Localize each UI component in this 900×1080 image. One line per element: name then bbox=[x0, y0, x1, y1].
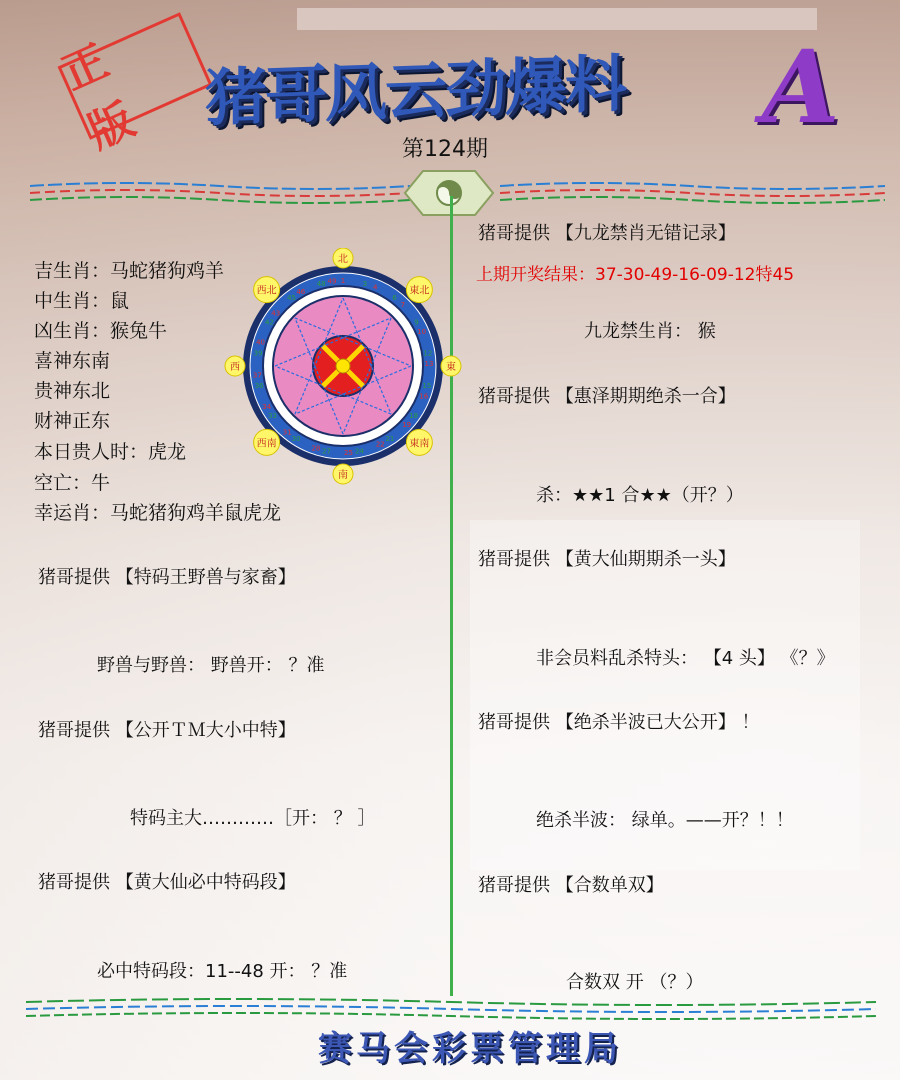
compass-direction-label: 西北 bbox=[256, 285, 277, 297]
left-section-1-title: 猪哥提供 【特码王野兽与家畜】 bbox=[38, 567, 296, 588]
compass-number: 2 bbox=[351, 277, 357, 286]
info-noble-hour: 本日贵人时：虎龙 bbox=[34, 441, 187, 463]
wave-decoration-right bbox=[500, 180, 885, 206]
compass-direction-label: 西南 bbox=[256, 438, 277, 450]
compass-number: 28 bbox=[311, 444, 321, 453]
compass-number: 15 bbox=[422, 382, 432, 391]
fengshui-compass-wheel bbox=[218, 248, 468, 488]
compass-direction-label: 東 bbox=[446, 362, 456, 373]
right-section-4-content: 合数双 开 （？） bbox=[566, 972, 704, 993]
compass-number: 42 bbox=[264, 318, 274, 327]
compass-number: 49 bbox=[327, 277, 337, 286]
compass-number: 23 bbox=[365, 444, 375, 453]
bagua-emblem-icon bbox=[403, 167, 495, 219]
compass-number: 27 bbox=[322, 447, 332, 456]
compass-number: 38 bbox=[252, 360, 262, 369]
right-section-3-title: 猪哥提供 【绝杀半波已大公开】 ！ bbox=[478, 712, 760, 733]
left-section-2-content: 特码主大…………［开： ？ ］ bbox=[130, 808, 376, 829]
issue-number: 第124期 bbox=[402, 137, 488, 162]
compass-number: 34 bbox=[262, 402, 272, 411]
info-void: 空亡：牛 bbox=[34, 472, 111, 494]
compass-number: 36 bbox=[254, 382, 264, 391]
compass-number: 40 bbox=[256, 338, 266, 347]
right-section-3-content: 绝杀半波： 绿单。——开？！！ bbox=[536, 810, 794, 831]
compass-number: 16 bbox=[419, 392, 429, 401]
compass-number: 21 bbox=[385, 435, 395, 444]
compass-number: 41 bbox=[259, 328, 269, 337]
compass-direction-label: 東北 bbox=[409, 285, 430, 297]
stamp-text: 正 版 bbox=[54, 30, 155, 159]
info-lucky-zodiac: 吉生肖：马蛇猪狗鸡羊 bbox=[34, 260, 225, 282]
compass-number: 29 bbox=[301, 440, 311, 449]
compass-direction-label: 北 bbox=[338, 254, 348, 265]
compass-number: 10 bbox=[417, 328, 427, 337]
compass-number: 43 bbox=[271, 309, 281, 318]
left-section-2-title: 猪哥提供 【公开ＴＭ大小中特】 bbox=[38, 720, 296, 741]
compass-number: 13 bbox=[424, 360, 434, 369]
compass-number: 33 bbox=[268, 412, 277, 421]
compass-number: 30 bbox=[291, 435, 301, 444]
compass-number: 39 bbox=[253, 349, 263, 358]
info-fortune-zodiac: 幸运肖：马蛇猪狗鸡羊鼠虎龙 bbox=[34, 502, 282, 524]
compass-number: 11 bbox=[420, 338, 430, 347]
info-wealth-god: 财神正东 bbox=[34, 410, 111, 432]
compass-number: 14 bbox=[424, 371, 434, 380]
right-section-0-content: 九龙禁生肖： 猴 bbox=[584, 321, 716, 342]
compass-number: 7 bbox=[400, 301, 406, 310]
compass-number: 37 bbox=[252, 371, 262, 380]
compass-number: 8 bbox=[408, 309, 413, 318]
info-middle-zodiac: 中生肖：鼠 bbox=[34, 290, 130, 312]
compass-number: 18 bbox=[409, 412, 418, 421]
compass-number: 26 bbox=[333, 448, 342, 457]
last-draw-result: 上期开奖结果：37-30-49-16-09-12特45 bbox=[476, 265, 795, 285]
right-section-1-content: 杀：★★1 合★★（开？） bbox=[536, 485, 744, 506]
compass-number: 19 bbox=[402, 420, 412, 429]
left-section-3-content: 必中特码段：11--48 开： ？准 bbox=[97, 961, 348, 982]
compass-number: 9 bbox=[414, 318, 419, 327]
info-noble-god: 贵神东北 bbox=[34, 380, 111, 402]
compass-number: 46 bbox=[296, 288, 306, 297]
compass-number: 47 bbox=[306, 283, 316, 292]
compass-number: 4 bbox=[373, 283, 378, 292]
top-banner-strip bbox=[297, 8, 817, 30]
right-section-4-title: 猪哥提供 【合数单双】 bbox=[478, 875, 664, 896]
compass-number: 22 bbox=[375, 440, 385, 449]
wave-decoration-left bbox=[30, 180, 410, 206]
compass-number: 12 bbox=[423, 349, 433, 358]
right-section-2-content: 非会员料乱杀特头： 【4 头】 《？》 bbox=[536, 648, 835, 669]
compass-number: 35 bbox=[257, 392, 267, 401]
compass-number: 1 bbox=[340, 277, 346, 285]
compass-number: 5 bbox=[382, 288, 388, 297]
compass-number: 44 bbox=[278, 301, 288, 310]
right-section-0-title: 猪哥提供 【九龙禁肖无错记录】 bbox=[478, 223, 736, 244]
compass-number: 17 bbox=[414, 402, 424, 411]
edition-letter: A bbox=[762, 28, 840, 146]
info-joy-god: 喜神东南 bbox=[34, 350, 111, 372]
compass-number: 6 bbox=[392, 294, 397, 303]
info-bad-zodiac: 凶生肖：猴兔牛 bbox=[34, 320, 168, 342]
compass-number: 3 bbox=[362, 279, 368, 288]
right-section-2-title: 猪哥提供 【黄大仙期期杀一头】 bbox=[478, 549, 736, 570]
left-section-1-content: 野兽与野兽： 野兽开： ？准 bbox=[97, 655, 325, 676]
compass-number: 20 bbox=[394, 428, 404, 437]
compass-number: 48 bbox=[316, 279, 326, 288]
left-section-3-title: 猪哥提供 【黄大仙必中特码段】 bbox=[38, 872, 296, 893]
compass-number: 32 bbox=[274, 420, 284, 429]
wave-decoration-bottom bbox=[26, 996, 876, 1022]
page-title: 猪哥风云劲爆料 bbox=[205, 47, 626, 135]
compass-number: 45 bbox=[287, 294, 297, 303]
right-section-1-title: 猪哥提供 【惠泽期期绝杀一合】 bbox=[478, 386, 736, 407]
compass-number: 31 bbox=[282, 428, 292, 437]
compass-direction-label: 西 bbox=[230, 362, 240, 373]
compass-number: 24 bbox=[354, 447, 364, 456]
footer-org-name: 赛马会彩票管理局 bbox=[318, 1029, 622, 1069]
compass-direction-label: 東南 bbox=[409, 438, 430, 450]
compass-number: 25 bbox=[344, 448, 353, 457]
compass-direction-label: 南 bbox=[338, 470, 348, 481]
